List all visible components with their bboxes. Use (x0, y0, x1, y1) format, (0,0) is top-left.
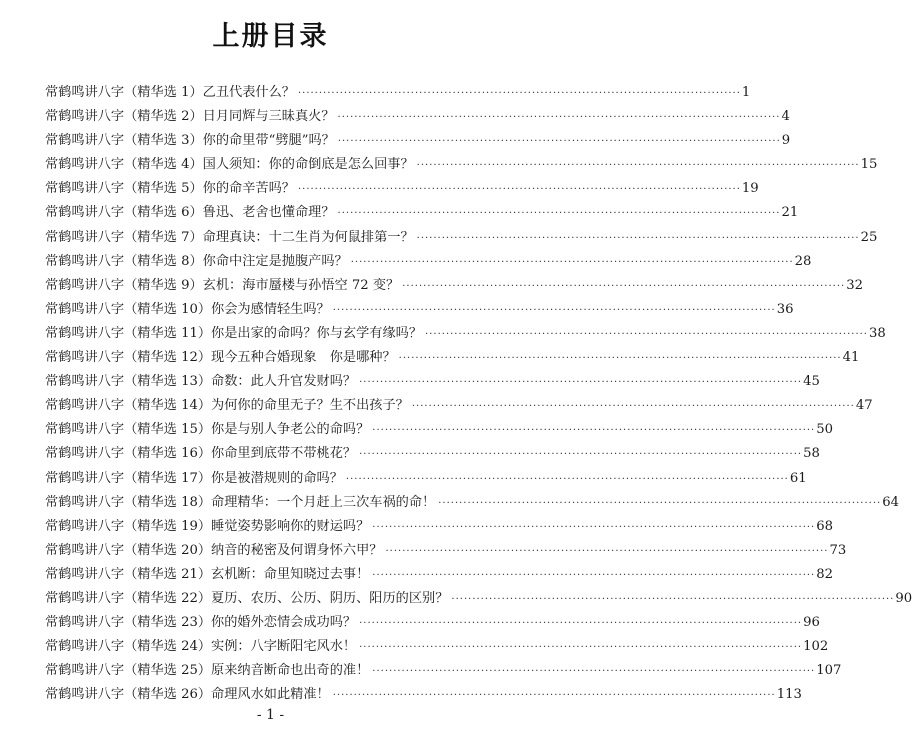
toc-entry-title: 常鹤鸣讲八字（精华选 4）国人须知：你的命倒底是怎么回事？ (45, 157, 414, 173)
toc-entry[interactable] (45, 418, 834, 442)
toc-entry-title: 常鹤鸣讲八字（精华选 19）睡觉姿势影响你的财运吗？ (45, 518, 370, 534)
toc-entry-title: 常鹤鸣讲八字（精华选 26）命理风水如此精准！ (45, 687, 330, 703)
toc-entry[interactable] (45, 659, 842, 683)
toc-entry-title: 常鹤鸣讲八字（精华选 18）命理精华：一个月赶上三次车祸的命！ (45, 494, 436, 510)
toc-entry-title: 常鹤鸣讲八字（精华选 3）你的命里带“劈腿”吗？ (45, 133, 335, 149)
dot-leader (372, 660, 815, 684)
dot-leader (438, 492, 881, 516)
toc-entry-page-number: 45 (803, 374, 820, 390)
page-title: 上册目录 (212, 21, 329, 52)
toc-entry-page-number: 102 (803, 639, 829, 655)
toc-entry-title: 常鹤鸣讲八字（精华选 6）鲁迅、老舍也懂命理？ (45, 205, 335, 221)
toc-entry[interactable] (45, 683, 802, 707)
dot-leader (359, 636, 802, 660)
toc-entry-title: 常鹤鸣讲八字（精华选 23）你的婚外恋情会成功吗？ (45, 615, 357, 631)
dot-leader (346, 468, 789, 492)
toc-entry[interactable] (45, 274, 863, 298)
dot-leader (372, 516, 815, 540)
toc-entry-title: 常鹤鸣讲八字（精华选 9）玄机：海市蜃楼与孙悟空 72 变？ (45, 277, 400, 293)
dot-leader (359, 371, 802, 395)
toc-entry-page-number: 61 (789, 470, 807, 486)
toc-entry[interactable] (45, 491, 899, 515)
toc-entry[interactable] (45, 250, 812, 274)
toc-entry[interactable] (45, 563, 834, 587)
dot-leader (333, 299, 776, 323)
dot-leader (417, 154, 860, 178)
toc-entry-page-number: 1 (741, 85, 751, 100)
toc-entry-page-number: 90 (895, 590, 912, 606)
toc-entry-title: 常鹤鸣讲八字（精华选 15）你是与别人争老公的命吗？ (45, 422, 370, 438)
dot-leader (298, 82, 741, 106)
toc-entry[interactable] (45, 177, 759, 201)
toc-entry-page-number: 36 (776, 301, 794, 317)
toc-entry[interactable] (45, 298, 794, 322)
toc-entry-title: 常鹤鸣讲八字（精华选 21）玄机断：命里知晓过去事！ (45, 566, 370, 582)
toc-entry-page-number: 47 (855, 398, 873, 414)
page-number: - 1 - (256, 707, 285, 723)
dot-leader (385, 540, 828, 564)
toc-entry-page-number: 58 (803, 446, 820, 462)
dot-leader (412, 395, 855, 419)
toc-entry-page-number: 28 (794, 253, 812, 269)
toc-entry[interactable] (45, 129, 791, 153)
toc-entry-title: 常鹤鸣讲八字（精华选 10）你会为感情轻生吗？ (45, 301, 330, 317)
dot-leader (372, 564, 815, 588)
dot-leader (451, 588, 894, 612)
toc-entry[interactable] (45, 346, 860, 370)
toc-entry-title: 常鹤鸣讲八字（精华选 24）实例：八字断阳宅风水！ (45, 639, 357, 655)
toc-entry-page-number: 107 (816, 663, 842, 679)
toc-entry-page-number: 19 (741, 181, 759, 197)
dot-leader (338, 106, 781, 130)
toc-entry[interactable] (45, 394, 873, 418)
toc-entry-title: 常鹤鸣讲八字（精华选 14）为何你的命里无子？生不出孩子？ (45, 398, 409, 414)
toc-entry[interactable] (45, 611, 820, 635)
dot-leader (298, 178, 741, 202)
dot-leader (333, 684, 776, 708)
toc-entry-page-number: 9 (781, 133, 791, 149)
dot-leader (338, 130, 781, 154)
toc-entry-title: 常鹤鸣讲八字（精华选 12）现今五种合婚现象 你是哪种？ (45, 350, 396, 366)
toc-entry[interactable] (45, 635, 829, 659)
dot-leader (425, 323, 868, 347)
toc-entry[interactable] (45, 322, 886, 346)
toc-entry-title: 常鹤鸣讲八字（精华选 16）你命里到底带不带桃花？ (45, 446, 357, 462)
toc-entry-title: 常鹤鸣讲八字（精华选 1）乙丑代表什么？ (45, 85, 295, 100)
toc-entry-page-number: 21 (781, 205, 799, 221)
toc-entry-page-number: 82 (816, 566, 834, 582)
toc-entry-page-number: 4 (781, 109, 790, 125)
toc-entry-title: 常鹤鸣讲八字（精华选 22）夏历、农历、公历、阴历、阳历的区别？ (45, 590, 449, 606)
toc-entry-title: 常鹤鸣讲八字（精华选 17）你是被潜规则的命吗？ (45, 470, 343, 486)
toc-entry-title: 常鹤鸣讲八字（精华选 13）命数：此人升官发财吗？ (45, 374, 357, 390)
toc-entry[interactable] (45, 587, 912, 611)
toc-entry-page-number: 64 (882, 494, 899, 510)
toc-entry-page-number: 68 (816, 518, 834, 534)
dot-leader (372, 419, 815, 443)
toc-entry[interactable] (45, 105, 790, 129)
toc-entry-title: 常鹤鸣讲八字（精华选 5）你的命辛苦吗？ (45, 181, 295, 197)
toc-entry[interactable] (45, 539, 847, 563)
toc-entry[interactable] (45, 201, 799, 225)
toc-entry[interactable] (45, 81, 751, 105)
toc-entry-page-number: 96 (803, 615, 820, 631)
toc-entry-title: 常鹤鸣讲八字（精华选 20）纳音的秘密及何谓身怀六甲？ (45, 542, 383, 558)
toc-entry[interactable] (45, 370, 820, 394)
toc-entry-page-number: 25 (860, 229, 878, 245)
toc-entry[interactable] (45, 226, 878, 250)
toc-entry-page-number: 73 (829, 542, 847, 558)
toc-entry[interactable] (45, 515, 834, 539)
toc-entry[interactable] (45, 467, 807, 491)
toc-entry-title: 常鹤鸣讲八字（精华选 2）日月同辉与三昧真火？ (45, 109, 335, 125)
toc-entry-page-number: 38 (869, 325, 886, 341)
dot-leader (417, 227, 860, 251)
dot-leader (359, 443, 802, 467)
dot-leader (338, 202, 781, 226)
toc-entry-title: 常鹤鸣讲八字（精华选 11）你是出家的命吗？你与玄学有缘吗？ (45, 325, 423, 341)
toc-entry[interactable] (45, 153, 878, 177)
toc-entry-page-number: 50 (816, 422, 834, 438)
toc-entry-page-number: 15 (860, 157, 878, 173)
toc-entry-title: 常鹤鸣讲八字（精华选 25）原来纳音断命也出奇的准！ (45, 663, 370, 679)
toc-entry-page-number: 113 (776, 687, 802, 703)
dot-leader (399, 347, 842, 371)
table-of-contents (45, 81, 912, 707)
toc-entry-page-number: 32 (846, 277, 863, 293)
toc-entry-title: 常鹤鸣讲八字（精华选 8）你命中注定是抛腹产吗？ (45, 253, 348, 269)
dot-leader (351, 251, 794, 275)
toc-entry[interactable] (45, 442, 820, 466)
dot-leader (359, 612, 802, 636)
toc-entry-page-number: 41 (842, 350, 860, 366)
dot-leader (402, 275, 845, 299)
toc-entry-title: 常鹤鸣讲八字（精华选 7）命理真诀：十二生肖为何鼠排第一？ (45, 229, 414, 245)
